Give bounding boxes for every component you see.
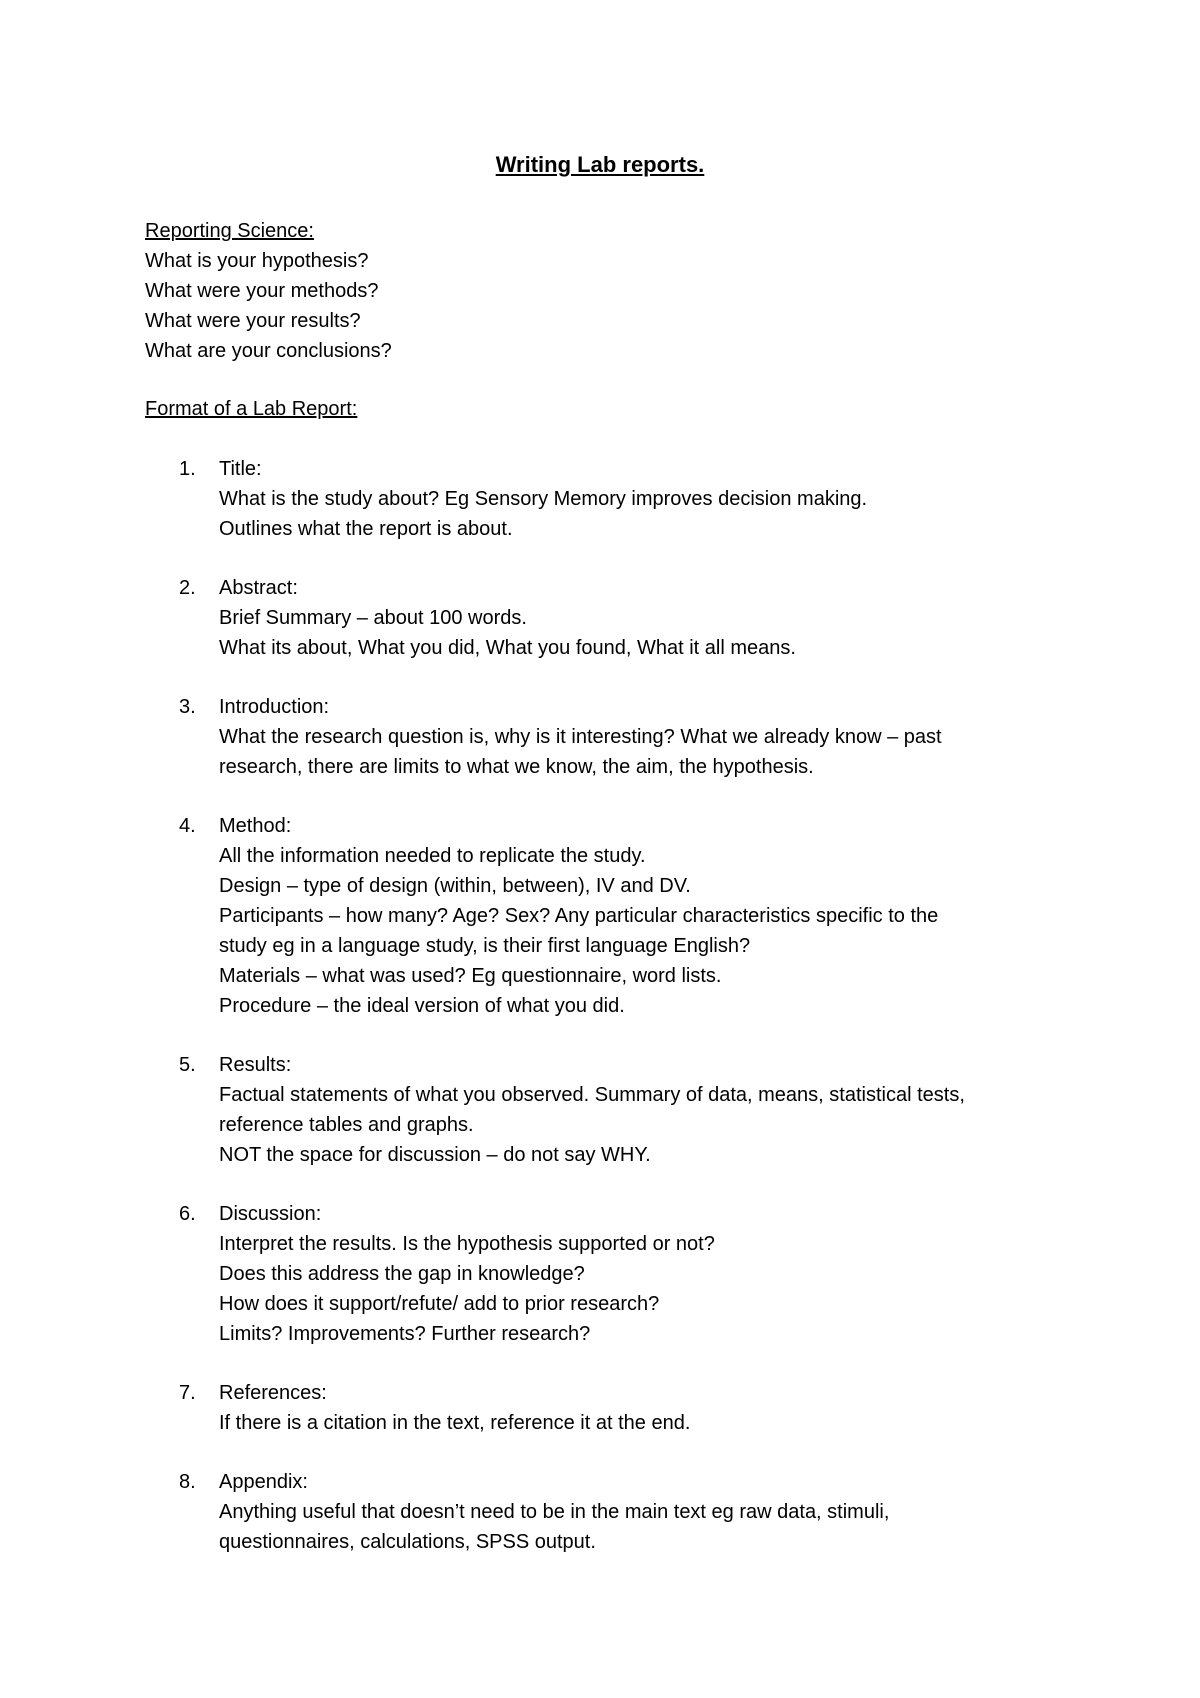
item-number: 4.: [179, 815, 196, 837]
item-line: Factual statements of what you observed. Summary of data, means, statistical tests,: [219, 1084, 965, 1106]
item-line: What the research question is, why is it interesting? What we already know – past: [219, 726, 942, 748]
item-label: References:: [219, 1382, 327, 1404]
item-line: Outlines what the report is about.: [219, 518, 513, 540]
item-line: Participants – how many? Age? Sex? Any particular characteristics specific to the: [219, 905, 939, 927]
item-line: questionnaires, calculations, SPSS output.: [219, 1531, 596, 1553]
reporting-science-section: [145, 216, 1045, 366]
format-item-abstract: [145, 573, 1065, 663]
item-number: 3.: [179, 696, 196, 718]
question-line: What is your hypothesis?: [145, 250, 369, 272]
item-line: Brief Summary – about 100 words.: [219, 607, 527, 629]
item-label: Introduction:: [219, 696, 330, 718]
item-number: 7.: [179, 1382, 196, 1404]
item-label: Results:: [219, 1054, 292, 1076]
item-line: study eg in a language study, is their first language English?: [219, 935, 751, 957]
item-label: Abstract:: [219, 577, 298, 599]
item-line: All the information needed to replicate the study.: [219, 845, 646, 867]
document-title: Writing Lab reports.: [495, 152, 705, 177]
item-number: 1.: [179, 458, 196, 480]
item-number: 6.: [179, 1203, 196, 1225]
format-item-method: [145, 811, 1065, 1021]
format-item-introduction: [145, 692, 1065, 782]
item-line: What its about, What you did, What you found, What it all means.: [219, 637, 796, 659]
format-item-title: [145, 454, 1065, 544]
format-item-references: [145, 1378, 1065, 1438]
item-line: Interpret the results. Is the hypothesis supported or not?: [219, 1233, 715, 1255]
item-label: Appendix:: [219, 1471, 308, 1493]
item-line: What is the study about? Eg Sensory Memory improves decision making.: [219, 488, 868, 510]
format-heading: Format of a Lab Report:: [145, 398, 358, 420]
item-line: Procedure – the ideal version of what you did.: [219, 995, 625, 1017]
item-line: Materials – what was used? Eg questionnaire, word lists.: [219, 965, 722, 987]
item-line: Anything useful that doesn’t need to be in the main text eg raw data, stimuli,: [219, 1501, 890, 1523]
item-line: NOT the space for discussion – do not say WHY.: [219, 1144, 651, 1166]
item-line: Limits? Improvements? Further research?: [219, 1323, 591, 1345]
question-line: What were your results?: [145, 310, 361, 332]
question-line: What were your methods?: [145, 280, 379, 302]
item-number: 2.: [179, 577, 196, 599]
format-item-discussion: [145, 1199, 1065, 1349]
item-line: If there is a citation in the text, reference it at the end.: [219, 1412, 691, 1434]
item-line: reference tables and graphs.: [219, 1114, 474, 1136]
item-label: Title:: [219, 458, 262, 480]
question-line: What are your conclusions?: [145, 340, 392, 362]
format-item-appendix: [145, 1467, 1065, 1557]
format-list: [145, 454, 1065, 1586]
reporting-science-heading: Reporting Science:: [145, 220, 314, 242]
item-line: How does it support/refute/ add to prior research?: [219, 1293, 660, 1315]
item-line: Design – type of design (within, between), IV and DV.: [219, 875, 691, 897]
item-line: Does this address the gap in knowledge?: [219, 1263, 585, 1285]
item-label: Method:: [219, 815, 292, 837]
item-label: Discussion:: [219, 1203, 322, 1225]
item-line: research, there are limits to what we know, the aim, the hypothesis.: [219, 756, 814, 778]
format-item-results: [145, 1050, 1065, 1170]
item-number: 5.: [179, 1054, 196, 1076]
item-number: 8.: [179, 1471, 196, 1493]
